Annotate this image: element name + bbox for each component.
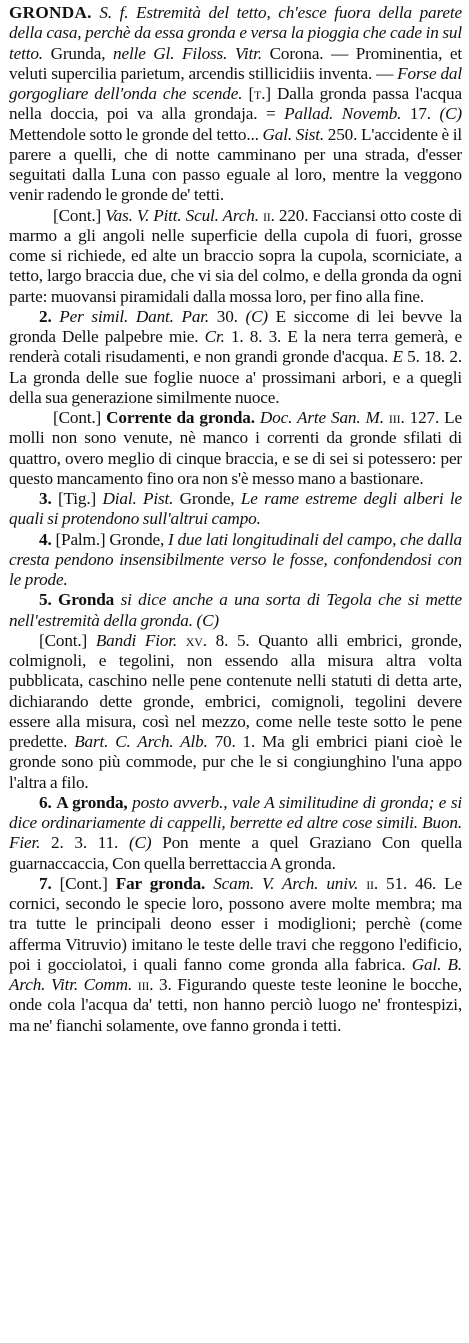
entry-paragraph-p-cont-3 (9, 631, 462, 793)
text-run: Bandi Fior. (95, 630, 178, 650)
text-run: nelle Gl. Filoss. Vitr. (113, 43, 262, 63)
text-run: A gronda, (56, 792, 128, 812)
text-run: Corona. — Prominentia, et veluti supercilia parietum, arcendis stillicidiis inventa. — (9, 43, 462, 83)
text-run: Vas. V. Pitt. Scul. Arch. (105, 205, 259, 225)
text-run: 3. Figurando queste teste leonine le bocche, onde cola l'acqua da' tetti, non hanno perciò luogo ne' frontespizi, ma ne' fianchi solamente, ove fanno gronda i tetti. (9, 975, 462, 1035)
text-run: 3. (39, 489, 52, 508)
text-run: 30. (209, 306, 246, 326)
text-run: Pon mente a quel Graziano Con quella guarnaccaccia, Con quella berrettaccia A gronda. (9, 833, 462, 873)
text-run: Mettendole sotto le gronde del tetto... (9, 124, 263, 144)
text-run: [Tig.] (51, 489, 103, 508)
text-run: iii. (137, 975, 154, 994)
text-run: xv. (185, 630, 207, 650)
text-run: si dice anche a una sorta di Tegola che si mette nell'estremità della gronda. (9, 590, 463, 630)
text-run: 51. 46. Le cornici, secondo le specie loro, possono avere molte membra; ma tra tutte le principali deono esser i modiglioni; perchè (come afferma Vitruvio) imitano le teste delle travi che reggono l'edificio, poi i gocciolatoi, i quali fanno come gronda alla fabrica. (9, 873, 462, 974)
text-run: (C) (196, 610, 219, 630)
text-run: 70. 1. Ma gli embrici piani cioè le gronde sono più commode, pur che le si congiunghino l'una appo l'altra a filo. (9, 732, 462, 792)
entry-paragraph-p-5 (9, 590, 462, 631)
entry-paragraph-p-cont-2 (9, 408, 462, 489)
text-run (358, 874, 366, 893)
text-run: Doc. Arte San. M. (259, 408, 384, 427)
text-run: 4. (39, 529, 52, 549)
text-run: S. f. Estremità del tetto, ch'esce fuora della parete della casa, perchè da essa gronda e versa la pioggia che cade in sul tetto. (9, 3, 462, 63)
text-run: ii. (262, 205, 275, 225)
text-run: [Palm.] Gronde, (51, 529, 169, 549)
text-run: 127. Le molli non sono venute, nè manco i correnti da gronde sfilati di quattro, overo meglio di cinque braccia, e se di sei si potessero: per questo mancamento fino ora non s'è messo mano a bastionare. (9, 408, 462, 488)
text-run: [Cont.] (53, 408, 107, 427)
text-run: Gal. B. Arch. Vitr. Comm. (9, 954, 463, 994)
text-run: Scam. V. Arch. univ. (213, 873, 359, 893)
text-run: Corrente da gronda. (106, 408, 255, 427)
text-run: I due lati longitudinali del campo, che dalla cresta pendono insensibilmente verso le fosse, confondendosi con le prode. (9, 529, 462, 589)
text-run: t. (254, 84, 266, 103)
text-run: 1. 8. 3. E la nera terra gemerà, e renderà cotali risudamenti, e non grandi gronde d'acqua. (9, 327, 462, 367)
text-run: Pallad. Novemb. (284, 104, 402, 124)
text-run: Per simil. Dant. Par. (59, 306, 210, 326)
text-run: Bart. C. Arch. Alb. (74, 732, 208, 751)
text-run: iii. (388, 408, 405, 427)
text-run: 5. (39, 590, 52, 610)
text-run: 220. Facciansi otto coste di marmo a gli angoli nelle superficie della cupola di fuori, grosse come si richiede, ed alte un braccio sopra la cupola, scorniciate, a tetto, largo braccia due, che vi sia del colmo, e della gronda da ogni parte: muovansi piramidali dalla mossa loro, per fino alla fine. (9, 205, 462, 306)
dictionary-entry-gronda (9, 3, 462, 1036)
text-run: 7. (39, 873, 52, 893)
text-run: E siccome di lei bevve la gronda Delle palpebre mie. (9, 306, 462, 346)
headword: GRONDA. (9, 3, 92, 22)
text-run: (C) (439, 104, 462, 124)
text-run: 6. (39, 792, 52, 812)
text-run: (C) (245, 306, 268, 326)
text-run: posto avverb., vale A similitudine di gronda; e si dice ordinariamente di cappelli, berrette ed altre cose simili. Buon. Fier. (9, 792, 462, 853)
entry-paragraph-p-3 (9, 489, 462, 530)
text-run: 250. L'accidente è il parere a quelli, che di notte camminano per una strada, d'esser seguitati dalla Luna con passo eguale al loro, mentre la veggono venir radendo le gronde de' tetti. (9, 124, 462, 205)
text-run: Forse dal gorgogliare dell'onda che scende. (9, 63, 463, 103)
text-run: [Cont.] (53, 205, 106, 225)
text-run: Gronde, (173, 489, 241, 508)
text-run: Dial. Pist. (102, 489, 174, 508)
text-run: Far gronda. (115, 873, 206, 893)
text-run: 17. (401, 104, 440, 124)
entry-paragraph-p-2 (9, 307, 462, 408)
text-run: [ (242, 84, 255, 103)
text-run: [Cont.] (51, 873, 116, 893)
text-run: 5. 18. 2. La gronda delle sue foglie nuoce a' prossimani arbori, e a quegli della sua generazione similmente nuoce. (9, 347, 462, 407)
text-run: Gronda (58, 590, 115, 610)
entry-paragraph-p-6 (9, 793, 462, 874)
text-run: 2. (39, 306, 52, 326)
text-run: 2. 3. 11. (40, 833, 129, 853)
entry-paragraph-p-def (9, 3, 462, 206)
text-run: Le rame estreme degli alberi le quali si protendono sull'altrui campo. (9, 489, 462, 529)
text-run: ii. (366, 873, 379, 893)
text-run: [Cont.] (39, 630, 96, 650)
entry-paragraph-p-4 (9, 530, 462, 591)
text-run: Grunda, (42, 43, 114, 63)
text-run: 8. 5. Quanto alli embrici, gronde, colmignoli, e tegolini, non essendo alla misura altra volta pubblicata, caschino nelle pene contenute nelli statuti di detta arte, dichiarando dette gronde, embrici, comignoli, tegolini devere essere alla misura, così nel mezzo, come nelle teste sotto le pene predette. (9, 630, 462, 751)
text-run: ] Dalla gronda passa l'acqua nella doccia, poi va alla grondaja. = (9, 84, 462, 124)
text-run: Gal. Sist. (262, 124, 325, 144)
entry-paragraph-p-cont-1 (9, 206, 462, 307)
text-run: (C) (128, 833, 152, 853)
text-run: Cr. (204, 327, 225, 346)
entry-paragraph-p-7 (9, 874, 462, 1036)
text-run: E (392, 347, 403, 367)
text-run (177, 631, 186, 650)
